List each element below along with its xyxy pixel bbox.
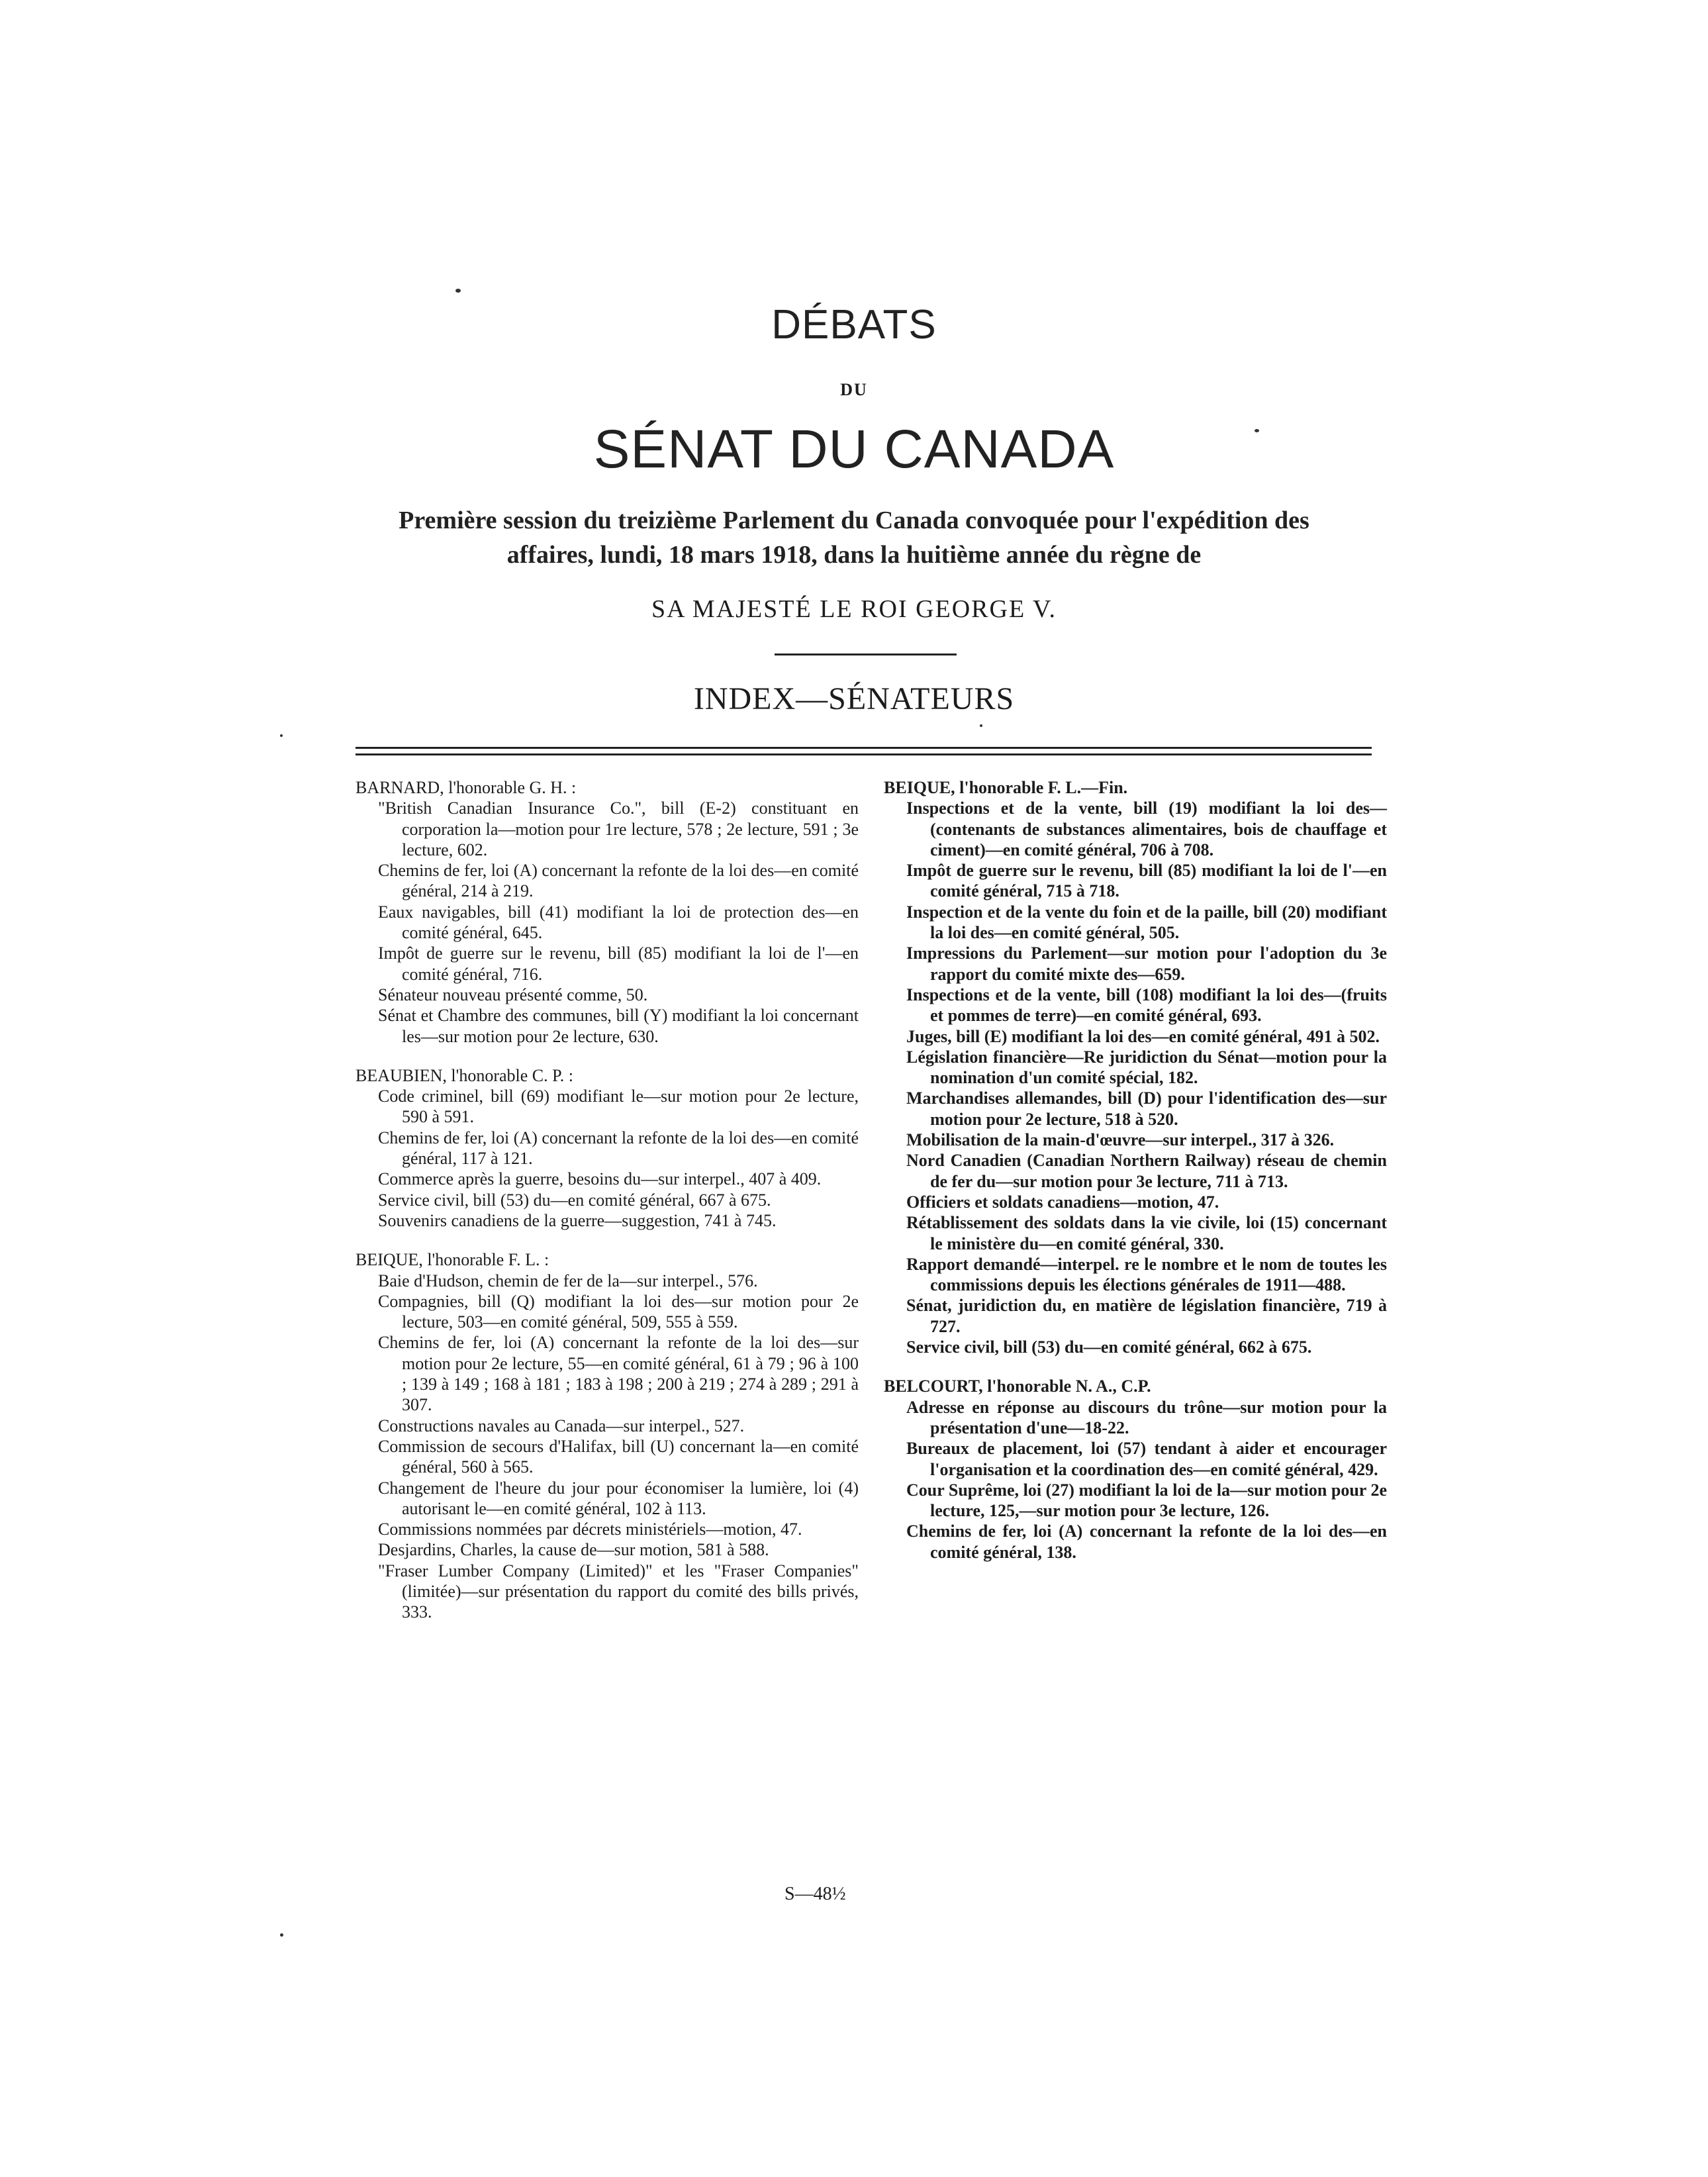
index-entry: Chemins de fer, loi (A) concernant la refonte de la loi des—en comité général, 138.: [906, 1522, 1387, 1562]
index-entry: Cour Suprême, loi (27) modifiant la loi de la—sur motion pour 2e lecture, 125,—sur motion pour 3e lecture, 126.: [906, 1480, 1387, 1521]
index-entry: Juges, bill (E) modifiant la loi des—en comité général, 491 à 502.: [906, 1026, 1380, 1046]
double-rule-bottom: [356, 753, 1372, 755]
index-entry: Commerce après la guerre, besoins du—sur interpel., 407 à 409.: [378, 1169, 822, 1189]
index-entry: Inspections et de la vente, bill (108) modifiant la loi des—(fruits et pommes de terre)—en comité général, 693.: [906, 985, 1387, 1026]
index-entry: Chemins de fer, loi (A) concernant la refonte de la loi des—en comité général, 117 à 121.: [378, 1128, 859, 1169]
index-entry: Impôt de guerre sur le revenu, bill (85) modifiant la loi de l'—en comité général, 716.: [378, 943, 859, 984]
title-divider: [775, 653, 957, 655]
scan-speck: [1255, 429, 1259, 432]
index-entry: Commission de secours d'Halifax, bill (U) concernant la—en comité général, 560 à 565.: [378, 1436, 859, 1477]
index-entry: Législation financière—Re juridiction du Sénat—motion pour la nomination d'un comité spécial, 182.: [906, 1047, 1387, 1088]
scan-speck: [280, 1933, 283, 1937]
index-entry: Nord Canadien (Canadian Northern Railway) réseau de chemin de fer du—sur motion pour 3e lecture, 711 à 713.: [906, 1151, 1387, 1191]
index-entry: Inspection et de la vente du foin et de la paille, bill (20) modifiant la loi des—en comité général, 505.: [906, 902, 1387, 943]
senator-name: BARNARD, l'honorable G. H. :: [356, 778, 577, 797]
scan-speck: [280, 734, 283, 737]
index-entry: "British Canadian Insurance Co.", bill (E-2) constituant en corporation la—motion pour 1re lecture, 578 ; 2e lecture, 591 ; 3e lecture, 602.: [378, 798, 859, 859]
page-marker: S—48½: [784, 1884, 846, 1904]
index-entry: Baie d'Hudson, chemin de fer de la—sur interpel., 576.: [378, 1271, 758, 1290]
reign-line: SA MAJESTÉ LE ROI GEORGE V.: [651, 595, 1057, 623]
index-entry: Desjardins, Charles, la cause de—sur motion, 581 à 588.: [378, 1540, 769, 1560]
session-subtitle-line-2: affaires, lundi, 18 mars 1918, dans la huitième année du règne de: [506, 541, 1202, 569]
senator-name: BEIQUE, l'honorable F. L. :: [356, 1250, 549, 1270]
index-entry: Adresse en réponse au discours du trône—sur motion pour la présentation d'une—18-22.: [906, 1397, 1387, 1437]
senator-entry: [356, 1249, 859, 1622]
page-title: DÉBATS: [771, 302, 937, 348]
index-heading: INDEX—SÉNATEURS: [693, 681, 1015, 716]
index-entry: Marchandises allemandes, bill (D) pour l'identification des—sur motion pour 2e lecture, 518 à 520.: [906, 1088, 1387, 1129]
index-entry: Constructions navales au Canada—sur interpel., 527.: [378, 1416, 745, 1435]
index-entry: Service civil, bill (53) du—en comité général, 667 à 675.: [378, 1190, 771, 1210]
index-entry: Impressions du Parlement—sur motion pour l'adoption du 3e rapport du comité mixte des—659.: [906, 943, 1387, 984]
index-entry: Souvenirs canadiens de la guerre—suggestion, 741 à 745.: [378, 1210, 777, 1230]
index-entry: Chemins de fer, loi (A) concernant la refonte de la loi des—en comité général, 214 à 219.: [378, 861, 859, 901]
senator-entry: [356, 1065, 859, 1231]
index-column-right: [884, 777, 1387, 1581]
index-entry: Compagnies, bill (Q) modifiant la loi des—sur motion pour 2e lecture, 503—en comité général, 509, 555 à 559.: [378, 1291, 859, 1332]
senator-entry: [884, 777, 1387, 1357]
index-entry: Impôt de guerre sur le revenu, bill (85) modifiant la loi de l'—en comité général, 715 à 718.: [906, 861, 1387, 901]
index-entry: "Fraser Lumber Company (Limited)" et les "Fraser Companies" (limitée)—sur présentation du rapport du comité des bills privés, 333.: [378, 1561, 859, 1622]
index-entry: Rapport demandé—interpel. re le nombre et le nom de toutes les commissions depuis les élections générales de 1911—488.: [906, 1254, 1387, 1295]
index-entry: Sénat, juridiction du, en matière de législation financière, 719 à 727.: [906, 1296, 1387, 1336]
index-entry: Code criminel, bill (69) modifiant le—sur motion pour 2e lecture, 590 à 591.: [378, 1087, 859, 1127]
index-entry: Eaux navigables, bill (41) modifiant la loi de protection des—en comité général, 645.: [378, 902, 859, 943]
index-entry: Inspections et de la vente, bill (19) modifiant la loi des—(contenants de substances alimentaires, bois de chauffage et ciment)—en comité général, 706 à 708.: [906, 798, 1387, 859]
index-entry: Sénat et Chambre des communes, bill (Y) modifiant la loi concernant les—sur motion pour 2e lecture, 630.: [378, 1006, 859, 1046]
senator-entry: [356, 777, 859, 1047]
scan-speck: [980, 724, 982, 727]
index-entry: Chemins de fer, loi (A) concernant la refonte de la loi des—sur motion pour 2e lecture, 55—en comité général, 61 à 79 ; 96 à 100 ; 139 à 149 ; 168 à 181 ; 183 à 198 ; 200 à 219 ; 274 à 289 ; 291 à 307.: [378, 1333, 859, 1415]
senator-name: BELCOURT, l'honorable N. A., C.P.: [884, 1377, 1151, 1396]
title-connector: DU: [840, 380, 868, 399]
senate-heading: SÉNAT DU CANADA: [593, 419, 1115, 479]
session-subtitle-line-1: Première session du treizième Parlement du Canada convoquée pour l'expédition des: [399, 507, 1309, 534]
index-entry: Mobilisation de la main-d'œuvre—sur interpel., 317 à 326.: [906, 1130, 1335, 1150]
senator-name: BEIQUE, l'honorable F. L.—Fin.: [884, 778, 1128, 797]
senator-entry: [884, 1376, 1387, 1563]
index-column-left: [356, 777, 859, 1641]
index-entry: Bureaux de placement, loi (57) tendant à aider et encourager l'organisation et la coordination des—en comité général, 429.: [906, 1439, 1387, 1479]
double-rule-top: [356, 747, 1372, 749]
scan-speck: [455, 289, 461, 293]
index-entry: Rétablissement des soldats dans la vie civile, loi (15) concernant le ministère du—en comité général, 330.: [906, 1213, 1387, 1253]
index-entry: Service civil, bill (53) du—en comité général, 662 à 675.: [906, 1337, 1312, 1357]
index-entry: Commissions nommées par décrets ministériels—motion, 47.: [378, 1520, 802, 1539]
senator-name: BEAUBIEN, l'honorable C. P. :: [356, 1065, 573, 1085]
index-entry: Sénateur nouveau présenté comme, 50.: [378, 985, 648, 1004]
index-entry: Changement de l'heure du jour pour économiser la lumière, loi (4) autorisant le—en comité général, 102 à 113.: [378, 1478, 859, 1518]
index-entry: Officiers et soldats canadiens—motion, 47.: [906, 1192, 1219, 1212]
